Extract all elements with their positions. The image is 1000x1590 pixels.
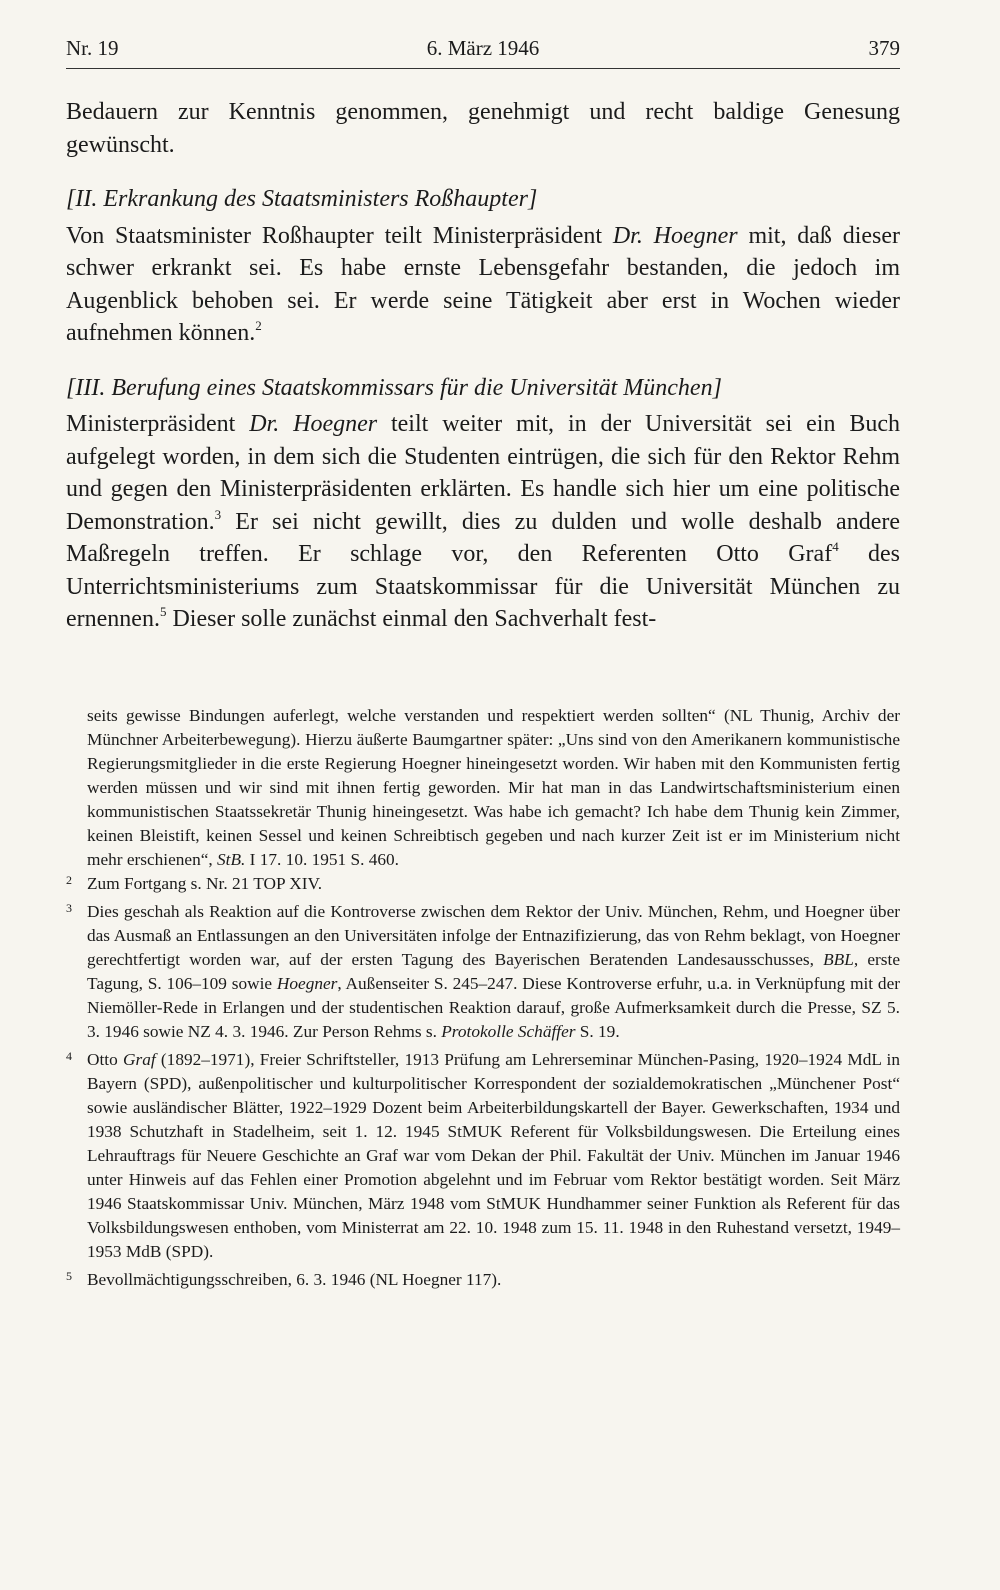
footnote-ref-2[interactable]: 2: [255, 318, 262, 333]
footnote-continuation: seits gewisse Bindungen auferlegt, welche verstanden und respektiert werden sollten“ (NL Thunig, Archiv der Münchner Arbeiterbewegung). Hierzu äußerte Baumgartner später: „Uns sind von den Amerikanern kommunistische Regierungsmitglieder in die erste Regierung Hoegner hineingesetzt worden. Wir haben mit den Kommunisten fertig werden müssen und wir sind mit ihnen fertig geworden. Mir hat man in das Landwirtschaftsministerium einen kommunistischen Staatssekretär Thunig hineingesetzt. Was habe ich gemacht? Ich habe dem Thunig kein Zimmer, keinen Bleistift, keinen Sessel und keinen Schreibtisch gegeben und nach kurzer Zeit ist er im Ministerium nicht mehr erschienen“, StB. I 17. 10. 1951 S. 460.: [87, 706, 900, 869]
heading-text: II. Erkrankung des Staatsministers Roßhaupter: [75, 186, 528, 212]
section-heading-ii: [66, 183, 900, 216]
issue-number: Nr. 19: [66, 36, 119, 60]
bracket-open: [: [66, 374, 76, 401]
footnote-number: 5: [66, 1269, 72, 1283]
page-number: 379: [868, 36, 900, 60]
section-heading-iii: [66, 372, 900, 405]
footnote-ref-4[interactable]: 4: [832, 539, 839, 554]
footnote-number: 2: [66, 873, 72, 887]
paragraph-continuation: Bedauern zur Kenntnis genommen, genehmigt und recht baldige Genesung gewünscht.: [66, 99, 900, 158]
footnotes: [66, 704, 900, 1292]
footnote-ref-3[interactable]: 3: [214, 506, 222, 522]
paragraph-staatskommissar: Ministerpräsident Dr. Hoegner teilt weiter mit, in der Universität sei ein Buch aufgelegt worden, in dem sich die Studenten eintrügen, die sich für den Rektor Rehm und gegen den Ministerpräsidenten erklärten. Es handle sich hier um eine politische Demonstration.$^3$ Er sei nicht gewillt, dies zu dulden und wolle deshalb andere Maßregeln treffen. Er schlage vor, den Referenten Otto Graf$^4$ des Unterrichtsministeriums zum Staatskommissar für die Universität München zu ernennen.$^5$ Dieser solle zunächst einmal den Sachverhalt fest-: [66, 411, 900, 632]
bracket-close: ]: [712, 374, 722, 401]
bracket-close: ]: [527, 186, 538, 212]
footnote-number: 3: [66, 901, 72, 915]
running-header: [66, 34, 900, 69]
footnote-ref-5[interactable]: 5: [159, 604, 167, 619]
footnote-4: 4 Otto Graf (1892–1971), Freier Schriftsteller, 1913 Prüfung am Lehrerseminar München-Pasing, 1920–1924 MdL in Bayern (SPD), außenpolitischer und kulturpolitischer Korrespondent der sozialdemokratischen „Münchener Post“ sowie ausländischer Blätter, 1922–1929 Dozent beim Arbeiterbildungskartell der Bayer. Gewerkschaften, 1934 und 1938 Schutzhaft in Stadelheim, seit 1. 12. 1945 StMUK Referent für Volksbildungswesen. Die Erteilung eines Lehrauftrags für Neuere Geschichte an Graf war vom Dekan der Phil. Fakultät der Univ. München im Januar 1946 unter Hinweis auf das Fehlen einer Promotion abgelehnt und im Februar vom Rektor bestätigt worden. Seit März 1946 Staatskommissar Univ. München, März 1948 vom StMUK Hundhammer seiner Funktion als Referent für das Volksbildungswesen enthoben, vom Ministerrat am 22. 10. 1948 zum 15. 11. 1948 in den Ruhestand versetzt, 1949–1953 MdB (SPD).: [66, 1048, 900, 1264]
main-text: [66, 96, 900, 636]
bracket-open: [: [66, 186, 76, 212]
footnote-2: 2 Zum Fortgang s. Nr. 21 TOP XIV.: [66, 872, 900, 896]
footnote-number: 4: [66, 1049, 72, 1063]
paragraph-rosshaupter: Von Staatsminister Roßhaupter teilt Ministerpräsident Dr. Hoegner mit, daß dieser schwer erkrankt sei. Es habe ernste Lebensgefahr bestanden, die jedoch im Augenblick behoben sei. Er werde seine Tätigkeit aber erst in Wochen wieder aufnehmen können.$^2$: [66, 222, 901, 346]
heading-text: III. Berufung eines Staatskommissars für die Universität München: [75, 374, 713, 401]
footnote-3: 3 Dies geschah als Reaktion auf die Kontroverse zwischen dem Rektor der Univ. München, Rehm, und Hoegner über das Ausmaß an Entlassungen an den Universitäten infolge der Entnazifizierung, das von Rehm beklagt, von Hoegner gerechtfertigt worden war, auf der ersten Tagung des Bayerischen Beratenden Landesausschusses, BBL, erste Tagung, S. 106–109 sowie Hoegner, Außenseiter S. 245–247. Diese Kontroverse erfuhr, u.a. in Verknüpfung mit der Niemöller-Rede in Erlangen und der studentischen Reaktion darauf, große Aufmerksamkeit durch die Presse, SZ 5. 3. 1946 sowie NZ 4. 3. 1946. Zur Person Rehms s. Protokolle Schäffer S. 19.: [66, 900, 900, 1044]
session-date: 6. März 1946: [426, 36, 540, 60]
footnote-5: 5 Bevollmächtigungsschreiben, 6. 3. 1946 (NL Hoegner 117).: [66, 1268, 900, 1292]
